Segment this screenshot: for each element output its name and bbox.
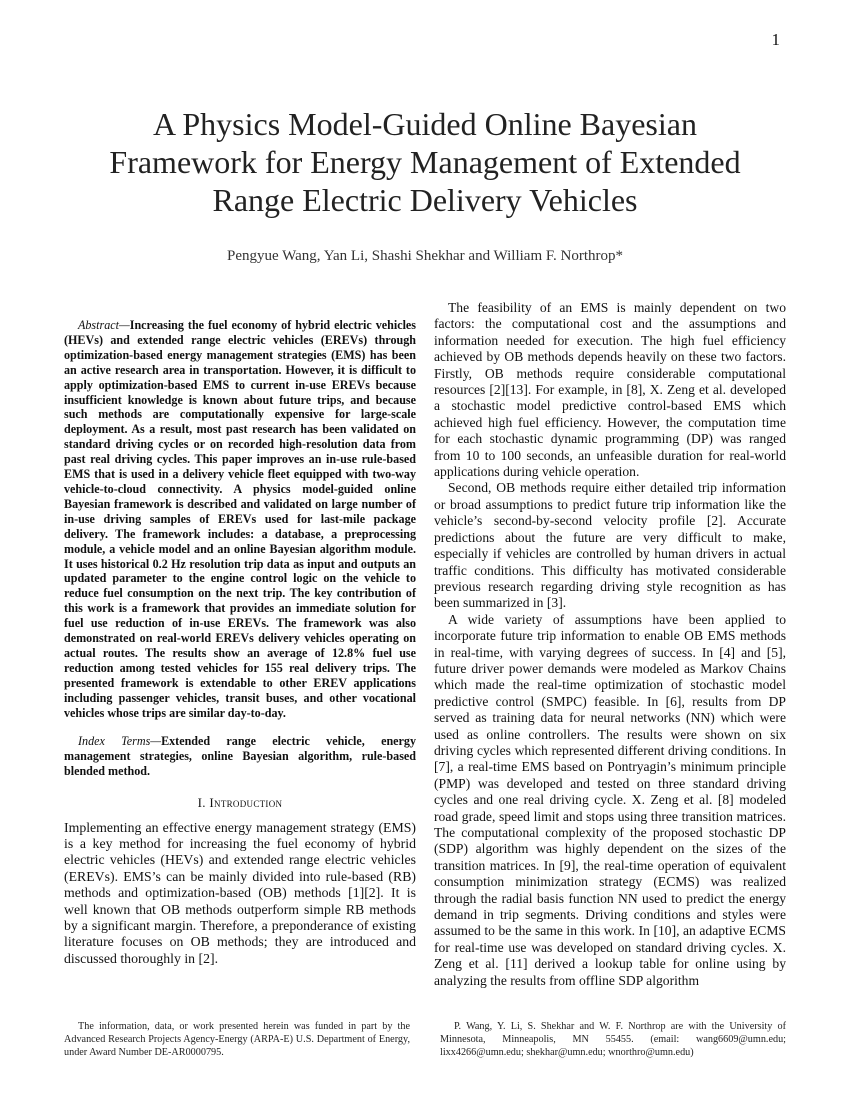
- index-terms: [64, 734, 416, 779]
- author-list: Pengyue Wang, Yan Li, Shashi Shekhar and William F. Northrop*: [227, 248, 623, 264]
- index-terms-dash: —: [150, 734, 162, 749]
- funding-footnote: The information, data, or work presented herein was funded in part by the Advanced Research Projects Agency-Energy (ARPA-E) U.S. Department of Energy, under Award Number DE-AR0000795.: [64, 1021, 410, 1058]
- section-number: I.: [197, 795, 206, 811]
- body-paragraph: A wide variety of assumptions have been applied to incorporate future trip information to enable OB EMS methods in real-time, with varying degrees of success. In [4] and [5], future driver power demands were modeled as Markov Chains which made the real-time optimization of stochastic model predictive control (SMPC) feasible. In [6], results from DP served as training data for neural networks (NN) which were used as online controllers. The results were shown on six driving cycles which represented different driving conditions. In [7], a real-time EMS based on Pontryagin’s minimum principle (PMP) was developed and tested on three standard driving cycles and one real driving cycle. X. Zeng et al. [8] modeled road grade, speed limit and stops using three transition matrices. The computational complexity of the proposed stochastic DP (SDP) algorithm was highly dependent on the sizes of the transition matrices. In [9], the real-time operation of equivalent consumption minimization strategy (ECMS) was realized through the radial basis function NN used to predict the energy demand in trip segments. Driving conditions and styles were assumed to be the same in this work. In [10], an adaptive ECMS for real-time use was developed on standard driving cycles. X. Zeng et al. [11] derived a lookup table for online using by analyzing the results from offline SDP algorithm: [434, 611, 786, 988]
- section-heading: [64, 795, 416, 811]
- index-terms-label: Index Terms: [78, 734, 151, 749]
- affiliation-footnote: P. Wang, Y. Li, S. Shekhar and W. F. Northrop are with the University of Minnesota, Minneapolis, MN 55455. (email: wang6609@umn.edu; lixx4266@umn.edu; shekhar@umn.edu; wnorthro@umn.edu): [440, 1021, 786, 1058]
- index-terms-text: Extended range electric vehicle, energy management strategies, online Bayesian algorithm, rule-based blended method.: [64, 734, 416, 779]
- paper-title: A Physics Model-Guided Online Bayesian Framework for Energy Management of Extended Range Electric Delivery Vehicles: [109, 106, 741, 218]
- abstract-text: Increasing the fuel economy of hybrid electric vehicles (HEVs) and extended range electric vehicles (EREVs) through optimization-based energy management strategies (EMS) has been an active research area in transportation. However, it is difficult to apply optimization-based EMS to current in-use EREVs because insufficient knowledge is known about future trips, and because such methods are computationally expensive for large-scale deployment. As a result, most past research has been validated on standard driving cycles or on recorded high-resolution data from past real driving cycles. This paper improves an in-use rule-based EMS that is used in a delivery vehicle fleet equipped with two-way vehicle-to-cloud connectivity. A physics model-guided online Bayesian framework is described and validated on large number of in-use driving samples of EREVs used for last-mile package delivery. The framework includes: a database, a preprocessing module, a vehicle model and an online Bayesian algorithm module. It uses historical 0.2 Hz resolution trip data as input and outputs an updated parameter to the engine control logic on the vehicle to reduce fuel consumption on the next trip. The key contribution of this work is a framework that provides an immediate solution for fuel use reduction of in-use EREVs. The framework was also demonstrated on real-world EREVs delivery vehicles operating on actual routes. The results show an average of 12.8% fuel use reduction among tested vehicles for 155 real delivery trips. The presented framework is extendable to other EREV applications including passenger vehicles, transit buses, and other vocational vehicles whose trips are similar day-to-day.: [64, 318, 416, 720]
- body-paragraph: Second, OB methods require either detailed trip information or broad assumptions to predict future trip information like the vehicle’s second-by-second velocity profile [2]. Accurate predictions about the future are very difficult to make, especially if vehicles are controlled by human drivers in actual traffic conditions. This difficulty has motivated considerable previous research regarding driving style recognition as has been summarized in [3].: [434, 480, 786, 611]
- left-column: [64, 318, 416, 967]
- page-number: 1: [771, 30, 780, 49]
- right-column: [434, 300, 786, 989]
- intro-paragraph: Implementing an effective energy management strategy (EMS) is a key method for increasing the fuel economy of hybrid electric vehicles (HEVs) and extended range electric vehicles (EREVs). EMS’s can be mainly divided into rule-based (RB) methods and optimization-based (OB) methods [1][2]. It is well known that OB methods outperform simple RB methods by a significant margin. Therefore, a preponderance of existing literature focuses on OB methods; they are introduced and discussed thoroughly in [2].: [64, 819, 416, 966]
- body-paragraph: The feasibility of an EMS is mainly dependent on two factors: the computational cost and the assumptions and information needed for execution. The high fuel efficiency achieved by OB methods depends heavily on these two factors. Firstly, OB methods require considerable computational resources [2][13]. For example, in [8], X. Zeng et al. developed a stochastic model predictive control-based EMS which achieved high fuel efficiency. However, the computation time for each stochastic dynamic programming (DP) was ranged from 10 to 100 seconds, an unfeasible duration for real-world applications during vehicle operation.: [434, 300, 786, 480]
- abstract: [64, 318, 416, 720]
- abstract-dash: —: [118, 318, 130, 332]
- abstract-label: Abstract: [78, 318, 119, 332]
- section-title: Introduction: [209, 795, 283, 811]
